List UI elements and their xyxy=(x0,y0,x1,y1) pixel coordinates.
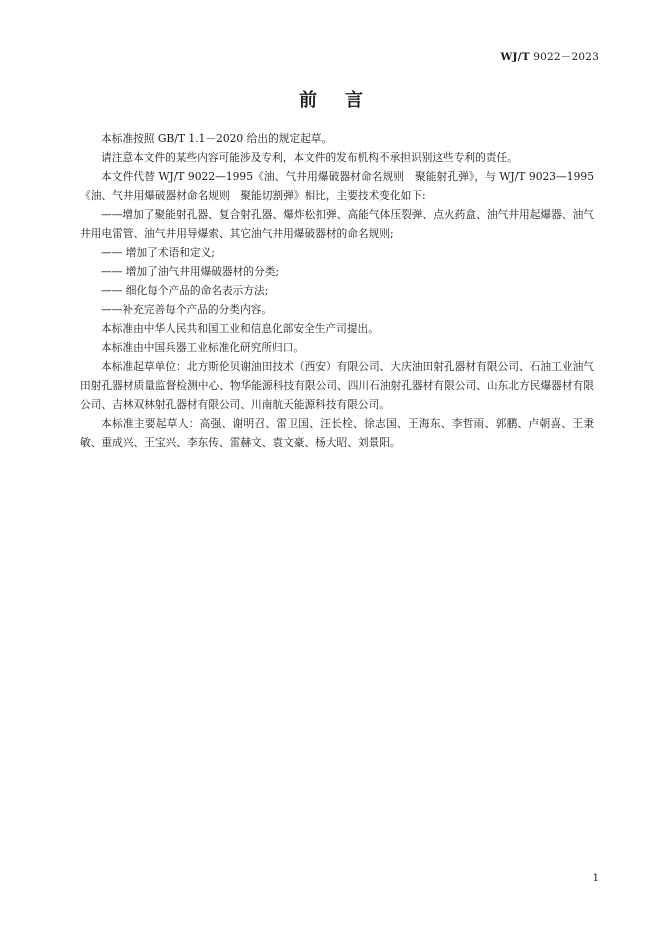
list-item-change-5: ——补充完善每个产品的分类内容。 xyxy=(101,303,273,316)
paragraph-proposed-by: 本标准由中华人民共和国工业和信息化部安全生产司提出。 xyxy=(101,322,379,335)
paragraph-drafting-units: 本标准起草单位：北方斯伦贝谢油田技术（西安）有限公司、大庆油田射孔器材有限公司、石油工业油气田射孔器材质量监督检测中心、物华能源科技有限公司、四川石油射孔器材有限公司、山东北方民爆器材有限公司、吉林双林射孔器材有限公司、川南航天能源科技有限公司。 xyxy=(80,360,594,411)
paragraph-drafting-rule: 本标准按照 GB/T 1.1－2020 给出的规定起草。 xyxy=(101,132,333,145)
paragraph-managed-by: 本标准由中国兵器工业标准化研究所归口。 xyxy=(101,341,305,354)
standard-number: 9022－2023 xyxy=(529,51,599,63)
paragraph-drafters: 本标准主要起草人：高强、谢明召、雷卫国、汪长栓、徐志国、王海东、李哲雨、郭鹏、卢朝喜、王秉敏、重成兴、王宝兴、李东传、雷赫文、袁文豪、杨大昭、刘景阳。 xyxy=(80,417,594,449)
paragraph-replacement: 本文件代替 WJ/T 9022—1995《油、气井用爆破器材命名规则 聚能射孔弹》，与 WJ/T 9023—1995《油、气井用爆破器材命名规则 聚能切割弹》相比，主要技术变化如下: xyxy=(80,170,594,202)
list-item-change-3: —— 增加了油气井用爆破器材的分类; xyxy=(101,265,279,278)
standard-prefix: WJ/T xyxy=(500,51,530,63)
list-item-change-2: —— 增加了术语和定义; xyxy=(101,246,215,259)
paragraph-patent-notice: 请注意本文件的某些内容可能涉及专利，本文件的发布机构不承担识别这些专利的责任。 xyxy=(101,151,518,164)
page-number: 1 xyxy=(592,873,599,884)
list-item-change-1: ——增加了聚能射孔器、复合射孔器、爆炸松扣弹、高能气体压裂弹、点火药盒、油气井用起爆器、油气井用电雷管、油气井用导爆索、其它油气井用爆破器材的命名规则; xyxy=(80,208,594,240)
list-item-change-4: —— 细化每个产品的命名表示方法; xyxy=(101,284,269,297)
page-title: 前言 xyxy=(299,90,391,111)
foreword-body xyxy=(80,129,594,452)
standard-code xyxy=(501,49,600,64)
